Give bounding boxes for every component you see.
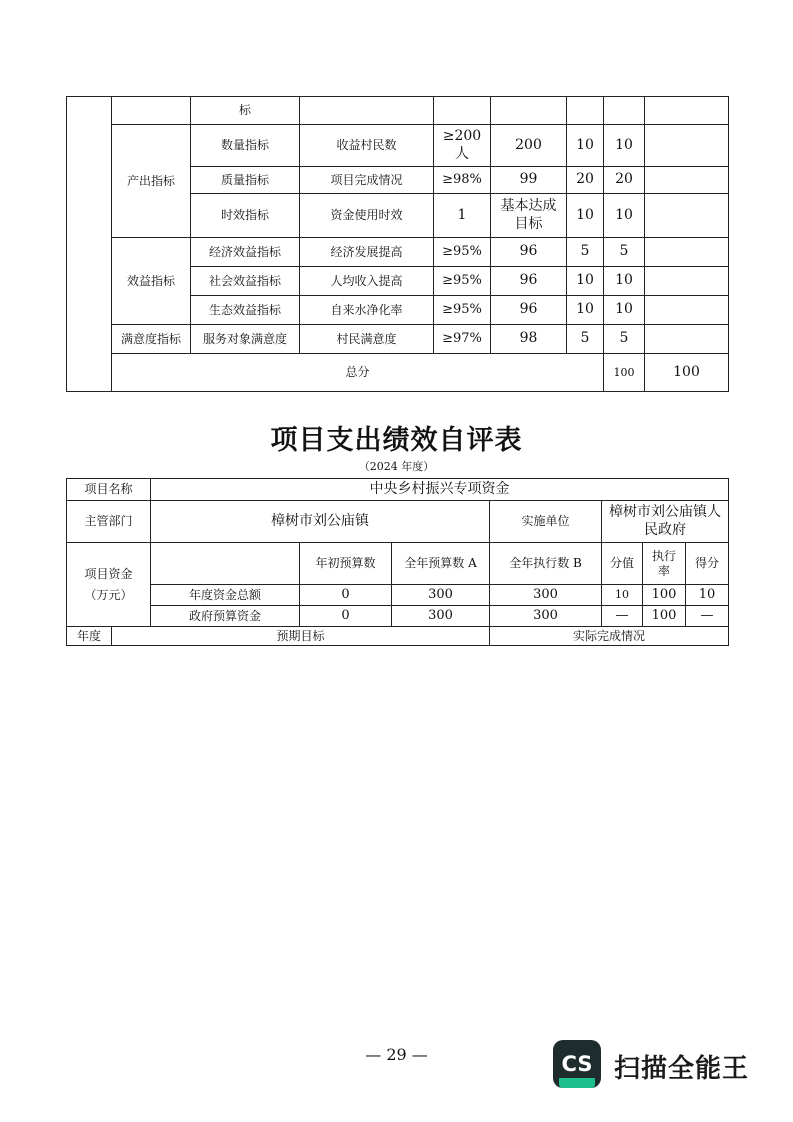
table-row [67, 501, 729, 543]
indicator-weight: 10 [567, 194, 604, 238]
scanner-logo-icon [553, 1040, 601, 1088]
indicator-item: 自来水净化率 [300, 296, 434, 325]
header-fragment: 标 [191, 97, 300, 125]
indicator-item: 人均收入提高 [300, 267, 434, 296]
indicator-score: 5 [604, 325, 645, 354]
fund-executed: 300 [490, 606, 602, 627]
impl-unit-label: 实施单位 [490, 501, 602, 543]
indicator-name: 服务对象满意度 [191, 325, 300, 354]
indicator-name: 数量指标 [191, 125, 300, 167]
indicator-score: 10 [604, 194, 645, 238]
indicator-score: 10 [604, 296, 645, 325]
department-label: 主管部门 [67, 501, 151, 543]
fund-weight: — [602, 606, 643, 627]
indicator-target: ≥98% [434, 167, 491, 194]
indicator-actual: 99 [491, 167, 567, 194]
self-evaluation-table [66, 478, 729, 646]
first-level-indicator-cell [67, 97, 112, 392]
indicator-weight: 20 [567, 167, 604, 194]
table-row [67, 627, 729, 646]
indicator-name: 社会效益指标 [191, 267, 300, 296]
indicator-name: 经济效益指标 [191, 238, 300, 267]
fund-annual: 300 [392, 585, 490, 606]
year-label: 年度 [67, 627, 112, 646]
fund-initial: 0 [300, 585, 392, 606]
indicator-name: 时效指标 [191, 194, 300, 238]
expected-label: 预期目标 [112, 627, 490, 646]
col-executed: 全年执行数 B [490, 543, 602, 585]
group-name: 效益指标 [112, 238, 191, 325]
impl-unit-value: 樟树市刘公庙镇人民政府 [602, 501, 729, 543]
fund-rate: 100 [643, 585, 686, 606]
fund-rate: 100 [643, 606, 686, 627]
indicator-actual: 98 [491, 325, 567, 354]
table-row [67, 97, 729, 125]
project-name-value: 中央乡村振兴专项资金 [151, 479, 729, 501]
total-weight: 100 [604, 354, 645, 392]
scanner-logo-text: CS [561, 1052, 593, 1076]
indicator-weight: 5 [567, 238, 604, 267]
indicator-item: 资金使用时效 [300, 194, 434, 238]
fund-initial: 0 [300, 606, 392, 627]
table-row [67, 325, 729, 354]
indicator-score: 10 [604, 125, 645, 167]
indicator-target: ≥95% [434, 296, 491, 325]
indicator-weight: 5 [567, 325, 604, 354]
funds-label: 项目资金 （万元） [67, 543, 151, 627]
table-row [67, 543, 729, 585]
indicator-name: 生态效益指标 [191, 296, 300, 325]
indicator-score: 20 [604, 167, 645, 194]
indicator-weight: 10 [567, 125, 604, 167]
form-subtitle: （2024 年度） [358, 460, 435, 473]
total-score: 100 [645, 354, 729, 392]
table-row [67, 585, 729, 606]
col-initial: 年初预算数 [300, 543, 392, 585]
fund-row-label: 政府预算资金 [151, 606, 300, 627]
form-title: 项目支出绩效自评表 [270, 425, 523, 456]
table-row [67, 606, 729, 627]
department-value: 樟树市刘公庙镇 [151, 501, 490, 543]
indicator-target: ≥200人 [434, 125, 491, 167]
total-row [67, 354, 729, 392]
indicator-score: 10 [604, 267, 645, 296]
group-name: 产出指标 [112, 125, 191, 238]
total-label: 总分 [112, 354, 604, 392]
page-number: — 29 — [365, 1045, 428, 1064]
indicator-actual: 96 [491, 296, 567, 325]
fund-row-label: 年度资金总额 [151, 585, 300, 606]
indicator-name: 质量指标 [191, 167, 300, 194]
fund-executed: 300 [490, 585, 602, 606]
indicator-target: ≥95% [434, 238, 491, 267]
fund-weight: 10 [602, 585, 643, 606]
indicator-actual: 基本达成目标 [491, 194, 567, 238]
indicator-actual: 96 [491, 267, 567, 296]
indicator-item: 项目完成情况 [300, 167, 434, 194]
scanner-brand-name: 扫描全能王 [614, 1054, 750, 1084]
col-annual: 全年预算数 A [392, 543, 490, 585]
indicator-item: 村民满意度 [300, 325, 434, 354]
project-name-label: 项目名称 [67, 479, 151, 501]
actual-label: 实际完成情况 [490, 627, 729, 646]
fund-score: — [686, 606, 729, 627]
performance-indicator-table [66, 96, 729, 392]
fund-annual: 300 [392, 606, 490, 627]
indicator-item: 收益村民数 [300, 125, 434, 167]
indicator-target: ≥95% [434, 267, 491, 296]
col-weight: 分值 [602, 543, 643, 585]
col-rate: 执行率 [643, 543, 686, 585]
indicator-actual: 200 [491, 125, 567, 167]
col-score: 得分 [686, 543, 729, 585]
group-name: 满意度指标 [112, 325, 191, 354]
indicator-item: 经济发展提高 [300, 238, 434, 267]
table-row [67, 125, 729, 167]
fund-score: 10 [686, 585, 729, 606]
second-level-cell [112, 97, 191, 125]
table-row [67, 479, 729, 501]
indicator-score: 5 [604, 238, 645, 267]
indicator-actual: 96 [491, 238, 567, 267]
table-row [67, 238, 729, 267]
indicator-weight: 10 [567, 267, 604, 296]
indicator-target: ≥97% [434, 325, 491, 354]
indicator-weight: 10 [567, 296, 604, 325]
indicator-target: 1 [434, 194, 491, 238]
